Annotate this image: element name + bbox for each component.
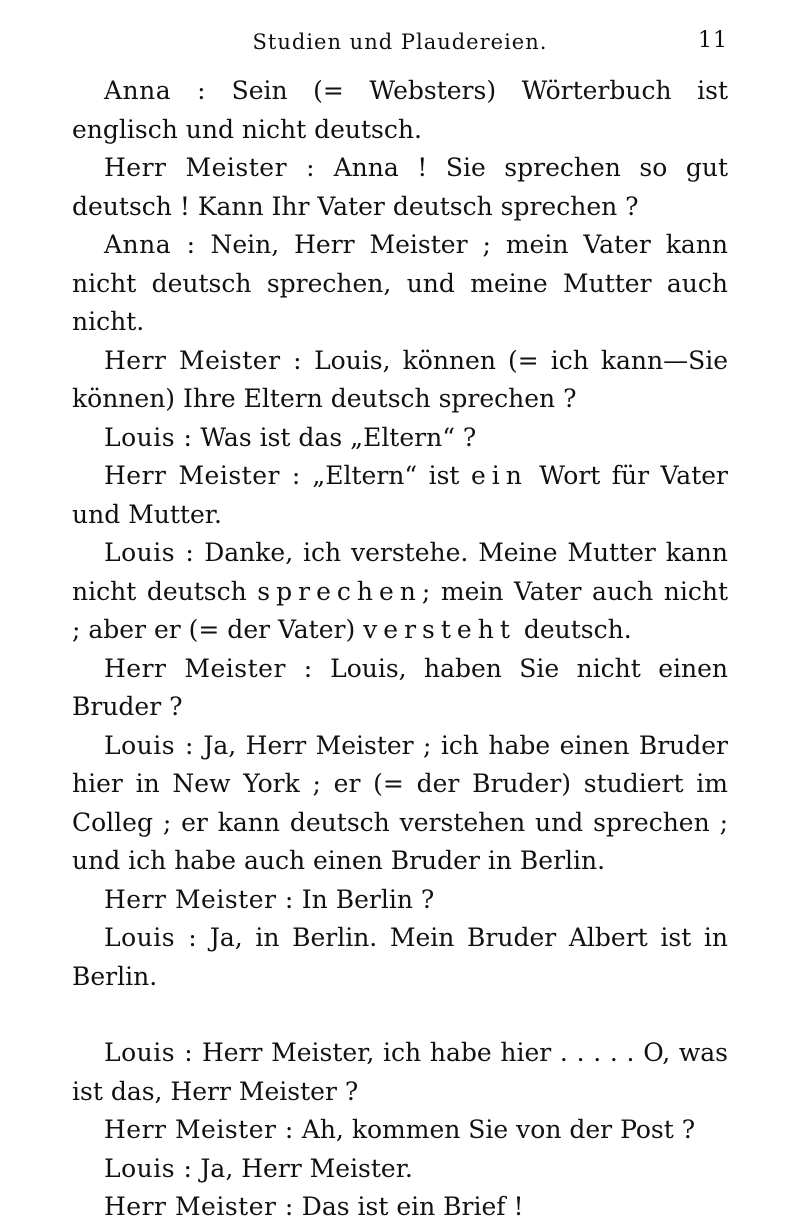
speech-text: Ah, kommen Sie von der Post ? bbox=[301, 1115, 696, 1144]
speech-text: Ja, Herr Meister. bbox=[200, 1153, 413, 1183]
dialogue-line bbox=[72, 419, 728, 458]
emphasized-word: sprechen bbox=[257, 576, 422, 606]
speech-text: Nein, Herr Meister ; mein Vater kann nicht deutsch sprechen, und meine Mutter auch nicht. bbox=[72, 230, 728, 336]
speaker-name: Herr Meister : bbox=[104, 345, 303, 375]
speaker-name: Anna : bbox=[104, 76, 207, 105]
speech-text: Wort für Vater und Mutter. bbox=[72, 461, 728, 529]
speech-text: Louis, können (= ich kann—Sie können) Ihre Eltern deutsch sprechen ? bbox=[72, 345, 729, 413]
dialogue-line bbox=[72, 342, 728, 419]
dialogue-line bbox=[72, 881, 728, 920]
dialogue-line bbox=[72, 919, 728, 996]
speaker-name: Louis : bbox=[104, 923, 198, 952]
speaker-name: Herr Meister : bbox=[104, 461, 301, 490]
dialogue-text bbox=[72, 72, 728, 1227]
dialogue-line bbox=[72, 650, 728, 727]
speech-text: Sein (= Websters) Wörterbuch ist englisch und nicht deutsch. bbox=[72, 76, 728, 144]
dialogue-line bbox=[72, 149, 728, 226]
dialogue-line bbox=[72, 1188, 728, 1227]
speech-text: In Berlin ? bbox=[301, 884, 435, 914]
speaker-name: Louis : bbox=[104, 1038, 194, 1067]
running-header bbox=[72, 24, 728, 72]
dialogue-line bbox=[72, 727, 728, 881]
running-title: Studien und Plaudereien. bbox=[252, 30, 548, 54]
speech-text: Das ist ein Brief ! bbox=[301, 1192, 524, 1221]
speech-text: Anna ! Sie sprechen so gut deutsch ! Kann Ihr Vater deutsch sprechen ? bbox=[72, 153, 728, 221]
page-number: 11 bbox=[698, 28, 728, 53]
speech-text: Was ist das „Eltern“ ? bbox=[200, 422, 477, 452]
emphasized-word: versteht bbox=[363, 615, 516, 644]
speaker-name: Herr Meister : bbox=[104, 153, 316, 182]
section-break bbox=[72, 996, 728, 1034]
speech-text: ; mein Vater auch nicht ; aber er (= der Vater) bbox=[72, 576, 728, 644]
speech-text: Ja, in Berlin. Mein Bruder Albert ist in Berlin. bbox=[72, 923, 728, 991]
speech-text: Ja, Herr Meister ; ich habe einen Bruder hier in New York ; er (= der Bruder) studiert im Colleg ; er kann deutsch verstehen und sprechen ; und ich habe auch einen Bruder in Berlin. bbox=[72, 730, 729, 875]
speaker-name: Louis : bbox=[104, 1153, 193, 1183]
dialogue-line bbox=[72, 1034, 728, 1111]
speaker-name: Herr Meister : bbox=[104, 653, 313, 683]
speech-text: Danke, ich verstehe. Meine Mutter kann nicht deutsch bbox=[72, 538, 728, 606]
book-page bbox=[72, 24, 728, 1227]
speech-text: „Eltern“ ist bbox=[312, 461, 460, 490]
emphasized-word: ein bbox=[470, 461, 528, 490]
speaker-name: Louis : bbox=[104, 538, 195, 567]
dialogue-line bbox=[72, 457, 728, 534]
dialogue-line bbox=[72, 534, 728, 650]
speech-text: Louis, haben Sie nicht einen Bruder ? bbox=[72, 653, 729, 721]
speaker-name: Anna : bbox=[104, 230, 196, 259]
speaker-name: Herr Meister : bbox=[104, 1115, 294, 1144]
dialogue-line bbox=[72, 226, 728, 342]
speaker-name: Louis : bbox=[104, 422, 193, 452]
speaker-name: Herr Meister : bbox=[104, 1192, 294, 1221]
dialogue-line bbox=[72, 1150, 728, 1189]
speech-text: Herr Meister, ich habe hier . . . . . O, was ist das, Herr Meister ? bbox=[72, 1038, 729, 1106]
speaker-name: Louis : bbox=[104, 730, 194, 760]
dialogue-line bbox=[72, 72, 728, 149]
speech-text: deutsch. bbox=[523, 615, 632, 644]
speaker-name: Herr Meister : bbox=[104, 884, 294, 914]
dialogue-line bbox=[72, 1111, 728, 1150]
